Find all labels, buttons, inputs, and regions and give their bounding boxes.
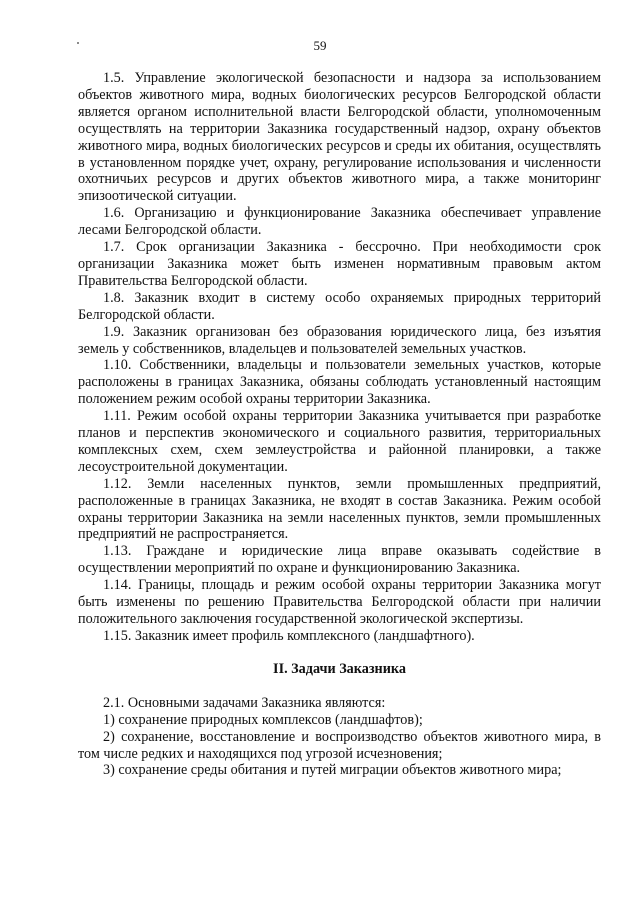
paragraph-1-6: 1.6. Организацию и функционирование Заказника обеспечивает управление лесами Белгородской области. [78, 205, 601, 239]
paragraph-2-1: 2.1. Основными задачами Заказника являются: [103, 694, 386, 711]
task-item-2: 2) сохранение, восстановление и воспроизводство объектов животного мира, в том числе редких и находящихся под угрозой исчезновения; [78, 728, 601, 762]
paragraph-1-15: 1.15. Заказник имеет профиль комплексного (ландшафтного). [103, 627, 475, 644]
task-item-1: 1) сохранение природных комплексов (ландшафтов); [103, 711, 423, 728]
paragraph-1-7: 1.7. Срок организации Заказника - бессрочно. При необходимости срок организации Заказника может быть изменен нормативным правовым актом Правительства Белгородской области. [78, 239, 601, 289]
paragraph-1-9: 1.9. Заказник организован без образования юридического лица, без изъятия земель у собственников, владельцев и пользователей земельных участков. [78, 323, 601, 357]
paragraph-1-12: 1.12. Земли населенных пунктов, земли промышленных предприятий, расположенные в границах Заказника, не входят в состав Заказника. Режим особой охраны территории Заказника на земли населенных пунктов, земли промышленных предприятий не распространяется. [78, 475, 601, 543]
paragraph-1-11: 1.11. Режим особой охраны территории Заказника учитывается при разработке планов и перспектив экономического и социального развития, территориальных комплексных схем, схем землеустройства и районной планировки, а также лесоустроительной документации. [78, 408, 601, 475]
paragraph-1-13: 1.13. Граждане и юридические лица вправе оказывать содействие в осуществлении мероприятий по охране и функционированию Заказника. [78, 543, 601, 577]
task-item-3: 3) сохранение среды обитания и путей миграции объектов животного мира; [103, 762, 562, 779]
section-heading: II. Задачи Заказника [273, 660, 406, 677]
paragraph-1-8: 1.8. Заказник входит в систему особо охраняемых природных территорий Белгородской области. [78, 289, 601, 323]
paragraph-1-5: 1.5. Управление экологической безопасности и надзора за использованием объектов животного мира, водных биологических ресурсов Белгородской области является органом исполнительной власти Белгородской области, уполномоченным осуществлять на территории Заказника государственный надзор, охрану объектов животного мира, водных биологических ресурсов и среды их обитания, осуществлять в установленном порядке учет, охрану, регулирование использования и численности охотничьих ресурсов и других объектов животного мира, а также мониторинг эпизоотической ситуации. [78, 70, 601, 205]
paragraph-1-10: 1.10. Собственники, владельцы и пользователи земельных участков, которые расположены в границах Заказника, обязаны соблюдать установленный настоящим положением режим особой охраны территории Заказника. [78, 357, 601, 408]
paragraph-1-14: 1.14. Границы, площадь и режим особой охраны территории Заказника могут быть изменены по решению Правительства Белгородской области при наличии положительного заключения государственной экологической экспертизы. [78, 577, 601, 627]
document-body [78, 70, 601, 779]
page-number: 59 [313, 38, 327, 53]
